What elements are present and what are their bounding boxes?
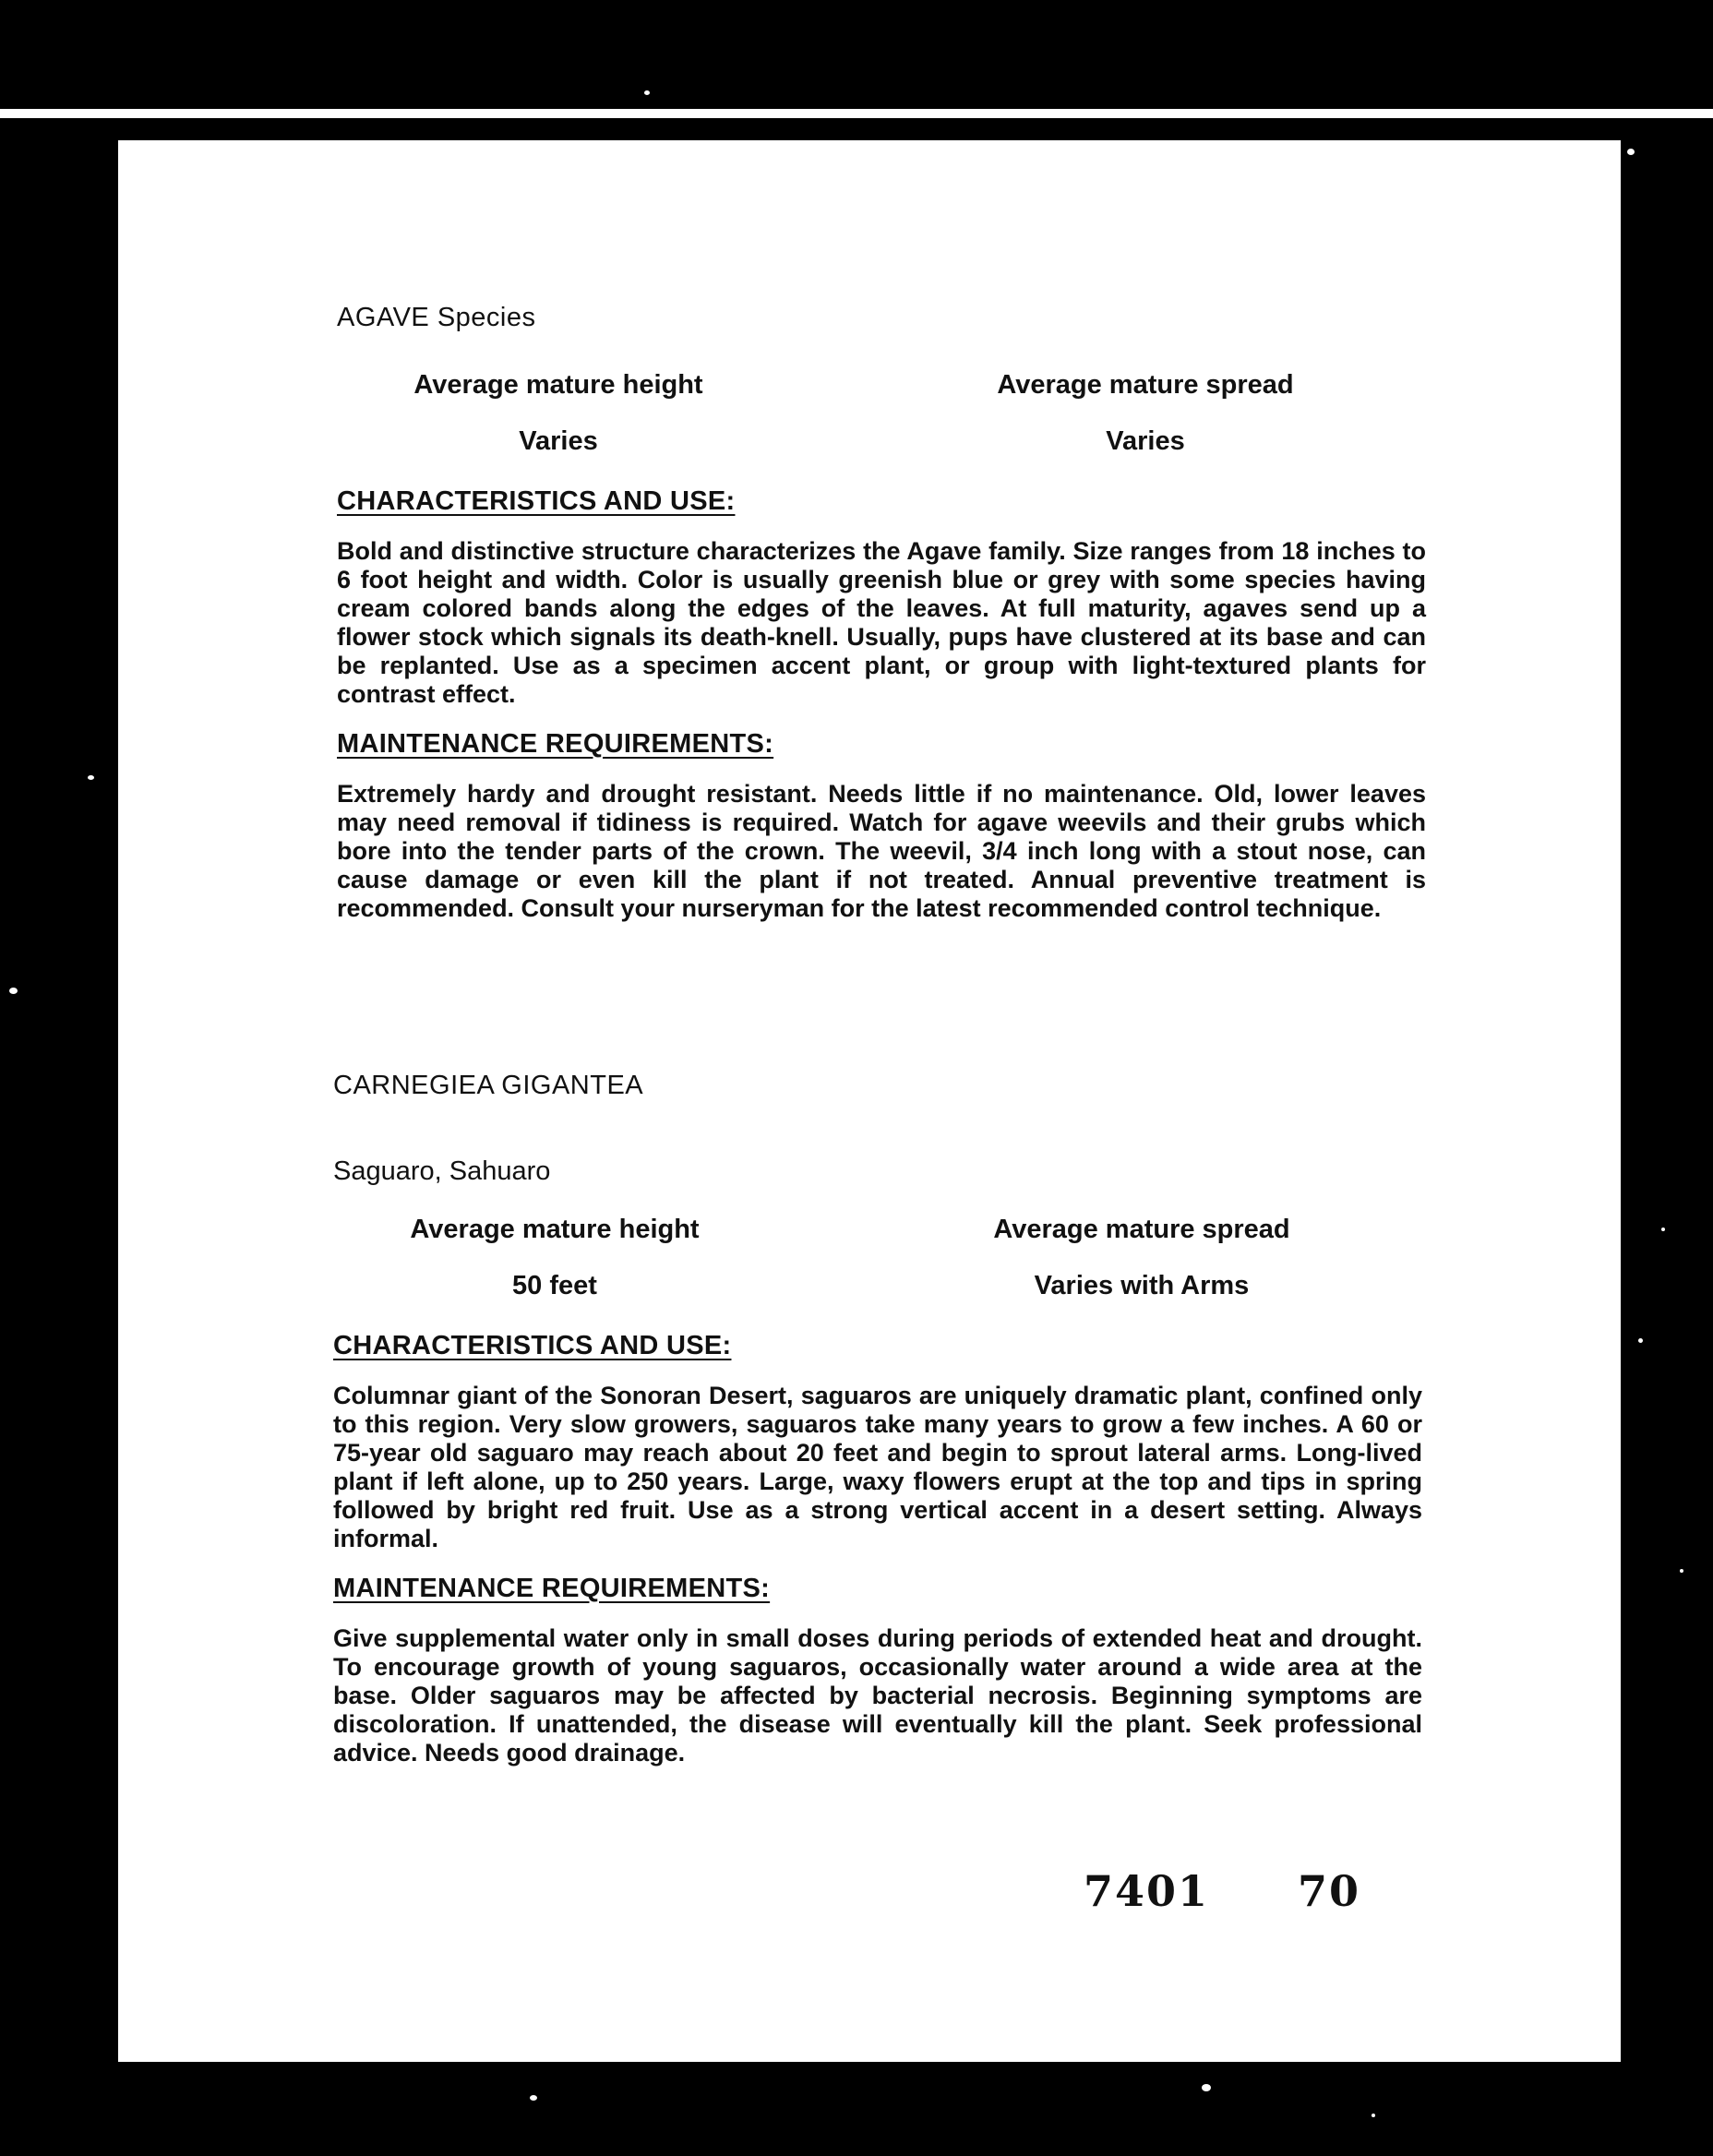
scan-speck — [1638, 1338, 1643, 1343]
scan-speck — [1661, 1228, 1665, 1231]
spread-value: Varies with Arms — [1034, 1271, 1250, 1300]
species-name: CARNEGIEA GIGANTEA — [333, 1071, 644, 1100]
scan-speck — [9, 988, 18, 994]
characteristics-text: Columnar giant of the Sonoran Desert, saguaros are uniquely dramatic plant, confined only to this region. Very slow growers, saguaros take many years to grow a few inches. A 60 or 75-year old saguaro may reach about 20 feet and begin to sprout lateral arms. Long-lived plant if left alone, up to 250 years. Large, waxy flowers erupt at the top and tips in spring followed by bright red fruit. Use as a strong vertical accent in a desert setting. Always informal. — [333, 1382, 1422, 1552]
height-label: Average mature height — [410, 1215, 700, 1244]
common-name: Saguaro, Sahuaro — [333, 1156, 551, 1186]
document-number: 7401 — [1084, 1866, 1210, 1916]
plant-entry-carnegiea — [333, 1071, 1422, 1767]
scan-top-band — [0, 109, 1713, 118]
spread-label: Average mature spread — [997, 370, 1294, 400]
height-measure — [365, 370, 752, 457]
measurements-row — [333, 1215, 1422, 1316]
spread-label: Average mature spread — [993, 1215, 1290, 1244]
scan-speck — [1372, 2114, 1375, 2117]
scan-speck — [530, 2095, 537, 2101]
maintenance-heading: MAINTENANCE REQUIREMENTS: — [337, 729, 774, 759]
document-page — [118, 140, 1621, 2062]
spread-value: Varies — [1106, 426, 1185, 456]
height-value: 50 feet — [512, 1271, 597, 1300]
page-number: 70 — [1298, 1866, 1361, 1916]
characteristics-heading: CHARACTERISTICS AND USE: — [333, 1331, 732, 1360]
maintenance-text: Extremely hardy and drought resistant. Needs little if no maintenance. Old, lower leaves may need removal if tidiness is required. Watch for agave weevils and their grubs which bore into the tender parts of the crown. The weevil, 3/4 inch long with a stout nose, can cause damage or even kill the plant if not treated. Annual preventive treatment is recommended. Consult your nurseryman for the latest recommended control technique. — [337, 780, 1426, 922]
maintenance-heading: MAINTENANCE REQUIREMENTS: — [333, 1574, 771, 1603]
spread-measure — [948, 1215, 1336, 1301]
scan-speck — [1680, 1569, 1683, 1573]
height-value: Varies — [519, 426, 598, 456]
scan-speck — [88, 775, 94, 780]
maintenance-text: Give supplemental water only in small doses during periods of extended heat and drought. To encourage growth of young saguaros, occasionally water around a wide area at the base. Older saguaros may be affected by bacterial necrosis. Beginning symptoms are discoloration. If unattended, the disease will eventually kill the plant. Seek professional advice. Needs good drainage. — [333, 1624, 1422, 1767]
measurements-row — [337, 370, 1426, 472]
height-label: Average mature height — [413, 370, 703, 400]
spread-measure — [952, 370, 1339, 457]
scan-speck — [1627, 149, 1635, 155]
scan-speck — [644, 90, 650, 95]
characteristics-text: Bold and distinctive structure characterizes the Agave family. Size ranges from 18 inches to 6 foot height and width. Color is usually greenish blue or grey with some species having cream colored bands along the edges of the leaves. At full maturity, agaves send up a flower stock which signals its death-knell. Usually, pups have clustered at its base and can be replanted. Use as a specimen accent plant, or group with light-textured plants for contrast effect. — [337, 537, 1426, 708]
species-name: AGAVE Species — [337, 303, 536, 332]
scan-speck — [1202, 2084, 1211, 2091]
characteristics-heading: CHARACTERISTICS AND USE: — [337, 486, 736, 516]
height-measure — [361, 1215, 749, 1301]
plant-entry-agave — [337, 303, 1426, 923]
